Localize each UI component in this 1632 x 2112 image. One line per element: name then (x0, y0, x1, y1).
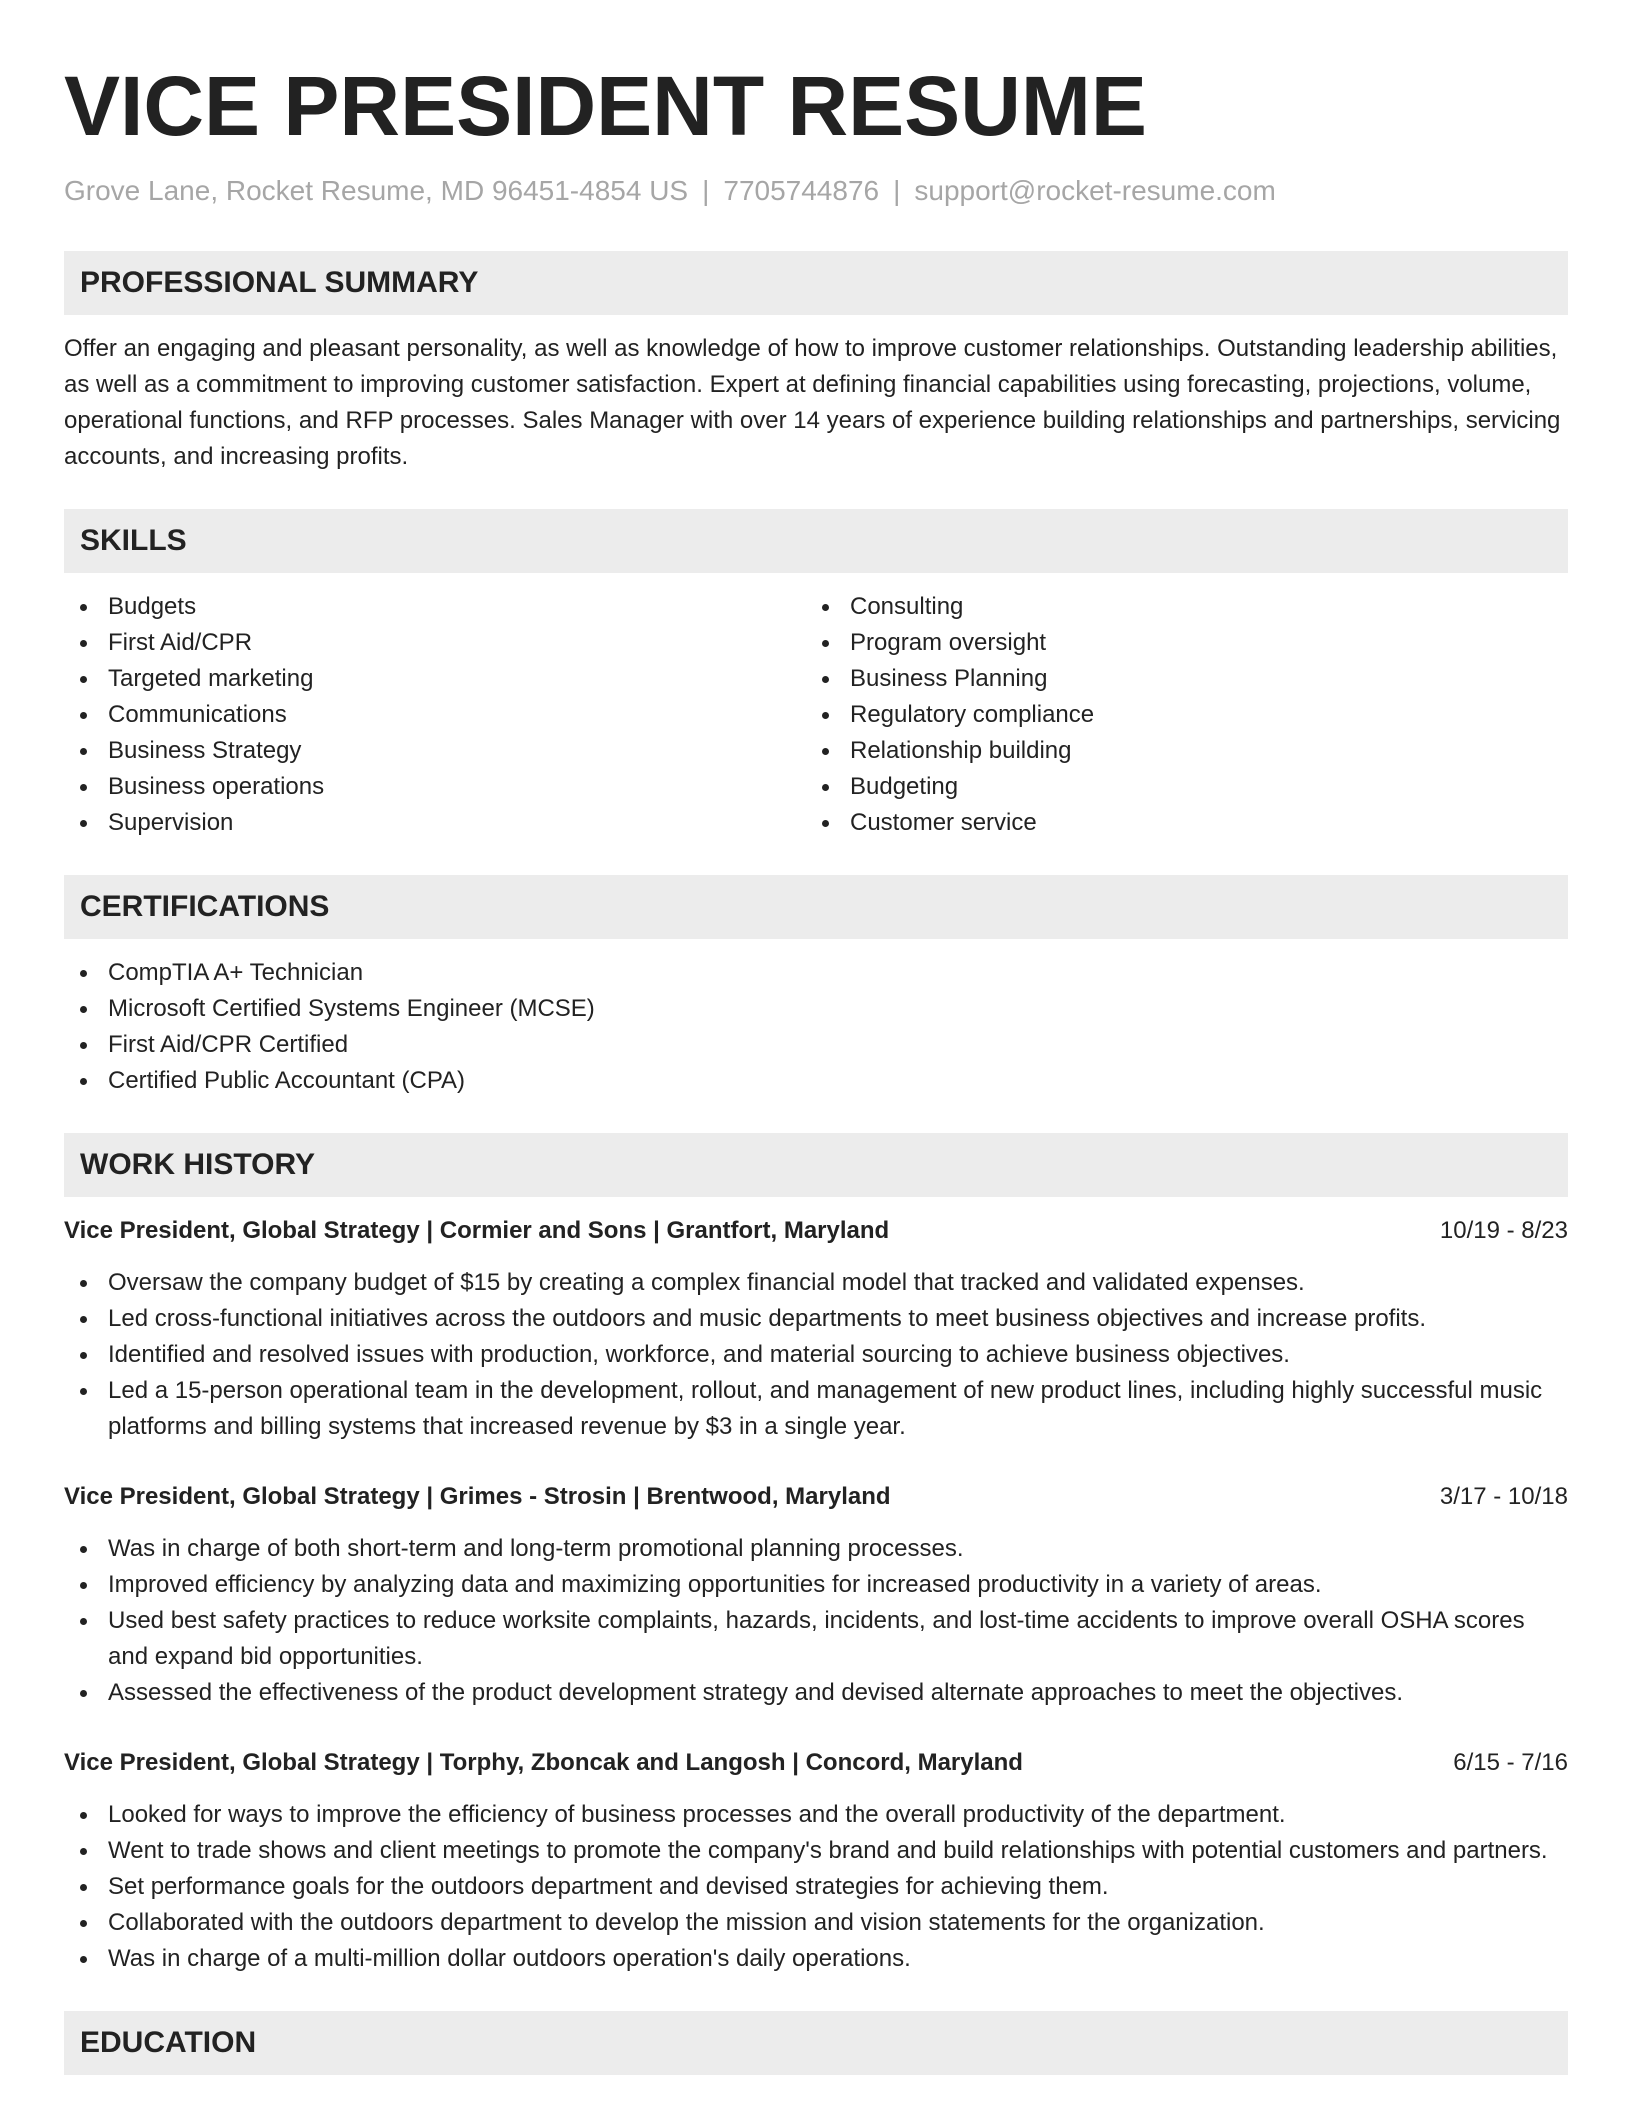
list-item: Used best safety practices to reduce worksite complaints, hazards, incidents, and lost-time accidents to improve overall OSHA scores and expand bid opportunities. (64, 1603, 1568, 1675)
contact-separator: | (702, 175, 710, 206)
list-item: Oversaw the company budget of $15 by creating a complex financial model that tracked and validated expenses. (64, 1265, 1568, 1301)
job-entry (64, 1213, 1568, 1445)
job-entry (64, 1745, 1568, 1977)
list-item: First Aid/CPR Certified (64, 1027, 1568, 1063)
contact-email: support@rocket-resume.com (914, 175, 1276, 206)
skills-grid (64, 589, 1568, 841)
list-item: First Aid/CPR (64, 625, 806, 661)
list-item: Led a 15-person operational team in the development, rollout, and management of new product lines, including highly successful music platforms and billing systems that increased revenue by $3 in a single year. (64, 1373, 1568, 1445)
contact-phone: 7705744876 (723, 175, 880, 206)
job-title: Vice President, Global Strategy | Torphy, Zboncak and Langosh | Concord, Maryland (64, 1749, 1023, 1776)
section-header-certifications: CERTIFICATIONS (64, 875, 1568, 939)
list-item: Business Strategy (64, 733, 806, 769)
list-item: Regulatory compliance (806, 697, 1548, 733)
list-item: Business operations (64, 769, 806, 805)
job-bullets (64, 1797, 1568, 1977)
job-title: Vice President, Global Strategy | Cormier and Sons | Grantfort, Maryland (64, 1217, 890, 1244)
job-entry (64, 1479, 1568, 1711)
list-item: CompTIA A+ Technician (64, 955, 1568, 991)
list-item: Budgets (64, 589, 806, 625)
list-item: Relationship building (806, 733, 1548, 769)
job-header (64, 1213, 1568, 1249)
job-header (64, 1745, 1568, 1781)
list-item: Business Planning (806, 661, 1548, 697)
skills-column-right (806, 589, 1548, 841)
list-item: Assessed the effectiveness of the product development strategy and devised alternate approaches to meet the objectives. (64, 1675, 1568, 1711)
list-item: Consulting (806, 589, 1548, 625)
contact-separator: | (893, 175, 901, 206)
list-item: Was in charge of both short-term and long-term promotional planning processes. (64, 1531, 1568, 1567)
list-item: Went to trade shows and client meetings to promote the company's brand and build relationships with potential customers and partners. (64, 1833, 1568, 1869)
list-item: Program oversight (806, 625, 1548, 661)
list-item: Budgeting (806, 769, 1548, 805)
section-header-skills: SKILLS (64, 509, 1568, 573)
list-item: Looked for ways to improve the efficiency of business processes and the overall productivity of the department. (64, 1797, 1568, 1833)
job-dates: 10/19 - 8/23 (1439, 1217, 1568, 1244)
resume-title: VICE PRESIDENT RESUME (64, 59, 1147, 153)
list-item: Improved efficiency by analyzing data and maximizing opportunities for increased productivity in a variety of areas. (64, 1567, 1568, 1603)
summary-text: Offer an engaging and pleasant personality, as well as knowledge of how to improve customer relationships. Outstanding leadership abilities, as well as a commitment to improving customer satisfaction. Expert at defining financial capabilities using forecasting, projections, volume, operational functions, and RFP processes. Sales Manager with over 14 years of experience building relationships and partnerships, servicing accounts, and increasing profits. (64, 335, 1561, 470)
resume-page (64, 0, 1568, 2075)
list-item: Communications (64, 697, 806, 733)
list-item: Identified and resolved issues with production, workforce, and material sourcing to achieve business objectives. (64, 1337, 1568, 1373)
certifications-list (64, 955, 1568, 1099)
list-item: Customer service (806, 805, 1548, 841)
job-dates: 6/15 - 7/16 (1453, 1749, 1568, 1776)
job-bullets (64, 1531, 1568, 1711)
contact-address: Grove Lane, Rocket Resume, MD 96451-4854 US (64, 175, 689, 206)
job-bullets (64, 1265, 1568, 1445)
list-item: Certified Public Accountant (CPA) (64, 1063, 1568, 1099)
contact-line (64, 174, 1568, 208)
list-item: Supervision (64, 805, 806, 841)
job-dates: 3/17 - 10/18 (1439, 1483, 1568, 1510)
list-item: Microsoft Certified Systems Engineer (MCSE) (64, 991, 1568, 1027)
job-header (64, 1479, 1568, 1515)
list-item: Set performance goals for the outdoors department and devised strategies for achieving them. (64, 1869, 1568, 1905)
job-title: Vice President, Global Strategy | Grimes - Strosin | Brentwood, Maryland (64, 1483, 891, 1510)
section-header-work-history: WORK HISTORY (64, 1133, 1568, 1197)
section-header-education: EDUCATION (64, 2011, 1568, 2075)
list-item: Collaborated with the outdoors department to develop the mission and vision statements for the organization. (64, 1905, 1568, 1941)
list-item: Was in charge of a multi-million dollar outdoors operation's daily operations. (64, 1941, 1568, 1977)
list-item: Led cross-functional initiatives across the outdoors and music departments to meet business objectives and increase profits. (64, 1301, 1568, 1337)
section-header-summary: PROFESSIONAL SUMMARY (64, 251, 1568, 315)
skills-column-left (64, 589, 806, 841)
list-item: Targeted marketing (64, 661, 806, 697)
